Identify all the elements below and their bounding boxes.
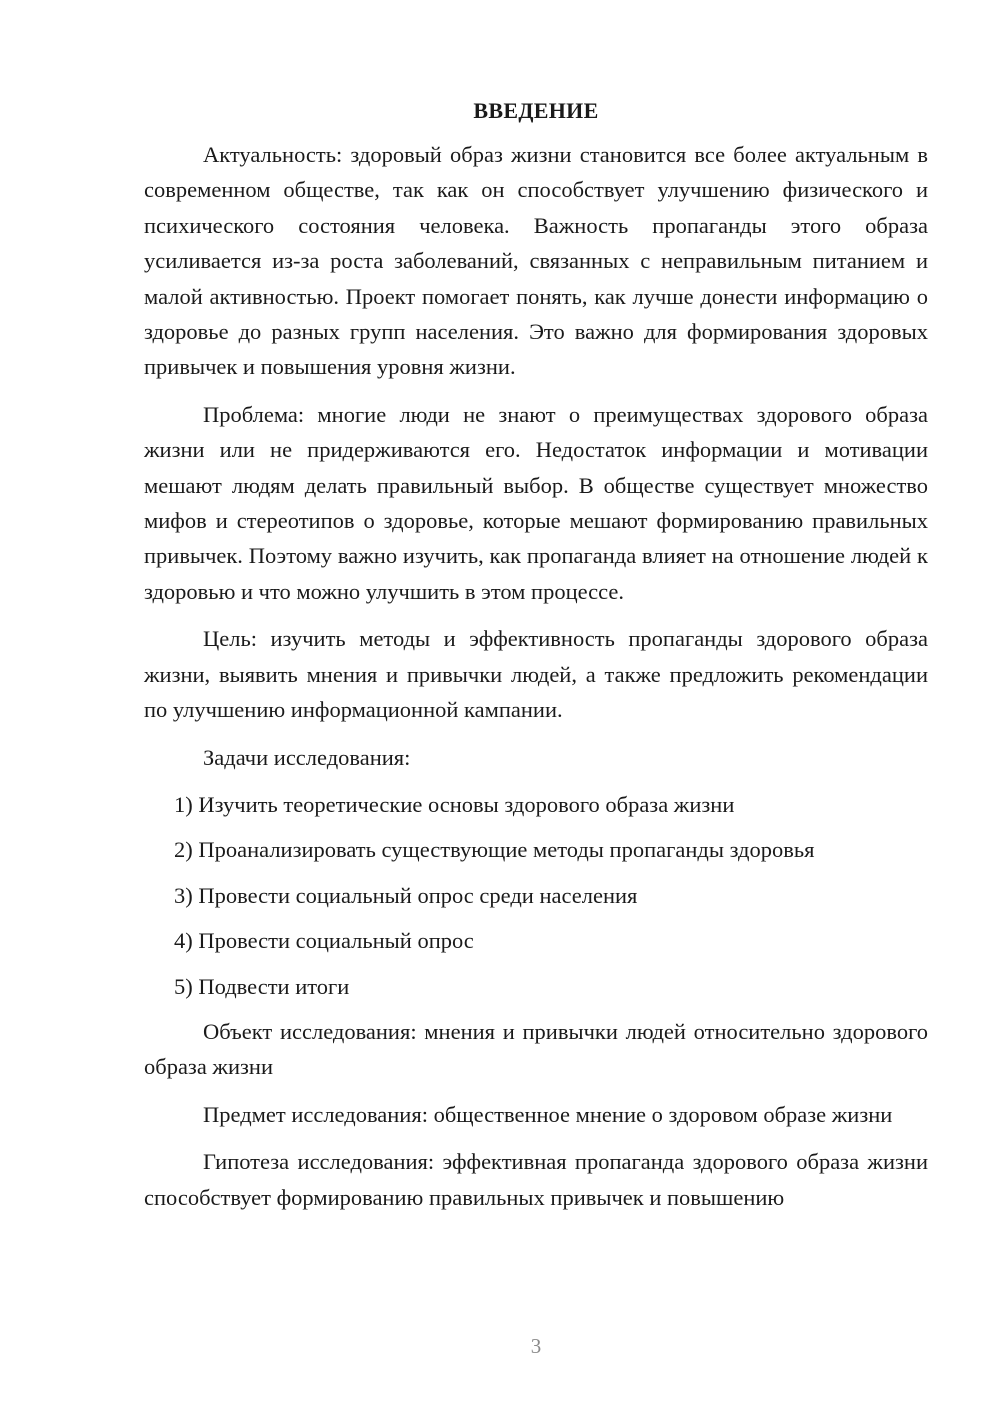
relevance-paragraph: Актуальность: здоровый образ жизни становится все более актуальным в современном обществе, так как он способствует улучшению физического и психического состояния человека. Важность пропаганды этого образа усиливается из-за роста заболеваний, связанных с неправильным питанием и малой активностью. Проект помогает понять, как лучше донести информацию о здоровье до разных групп населения. Это важно для формирования здоровых привычек и повышения уровня жизни. (144, 142, 928, 380)
goal-paragraph: Цель: изучить методы и эффективность пропаганды здорового образа жизни, выявить мнения и привычки людей, а также предложить рекомендации по улучшению информационной кампании. (144, 626, 928, 723)
subject-paragraph: Предмет исследования: общественное мнение о здоровом образе жизни (203, 1101, 893, 1127)
page-title: ВВЕДЕНИЕ (473, 98, 599, 123)
hypothesis-paragraph: Гипотеза исследования: эффективная пропаганда здорового образа жизни способствует формированию правильных привычек и повышению (144, 1149, 928, 1210)
page-content (144, 95, 928, 1227)
list-item: 1) Изучить теоретические основы здорового образа жизни (174, 791, 735, 817)
tasks-heading: Задачи исследования: (203, 744, 411, 770)
list-item: 3) Провести социальный опрос среди населения (174, 882, 638, 908)
problem-paragraph: Проблема: многие люди не знают о преимуществах здорового образа жизни или не придерживаются его. Недостаток информации и мотивации мешают людям делать правильный выбор. В обществе существует множество мифов и стереотипов о здоровье, которые мешают формированию правильных привычек. Поэтому важно изучить, как пропаганда влияет на отношение людей к здоровью и что можно улучшить в этом процессе. (144, 401, 928, 604)
page-number: 3 (530, 1334, 542, 1358)
list-item: 4) Провести социальный опрос (174, 928, 474, 954)
object-paragraph: Объект исследования: мнения и привычки людей относительно здорового образа жизни (144, 1018, 928, 1080)
list-item: 5) Подвести итоги (174, 973, 350, 999)
tasks-list (144, 787, 928, 1004)
list-item: 2) Проанализировать существующие методы пропаганды здоровья (174, 837, 815, 863)
